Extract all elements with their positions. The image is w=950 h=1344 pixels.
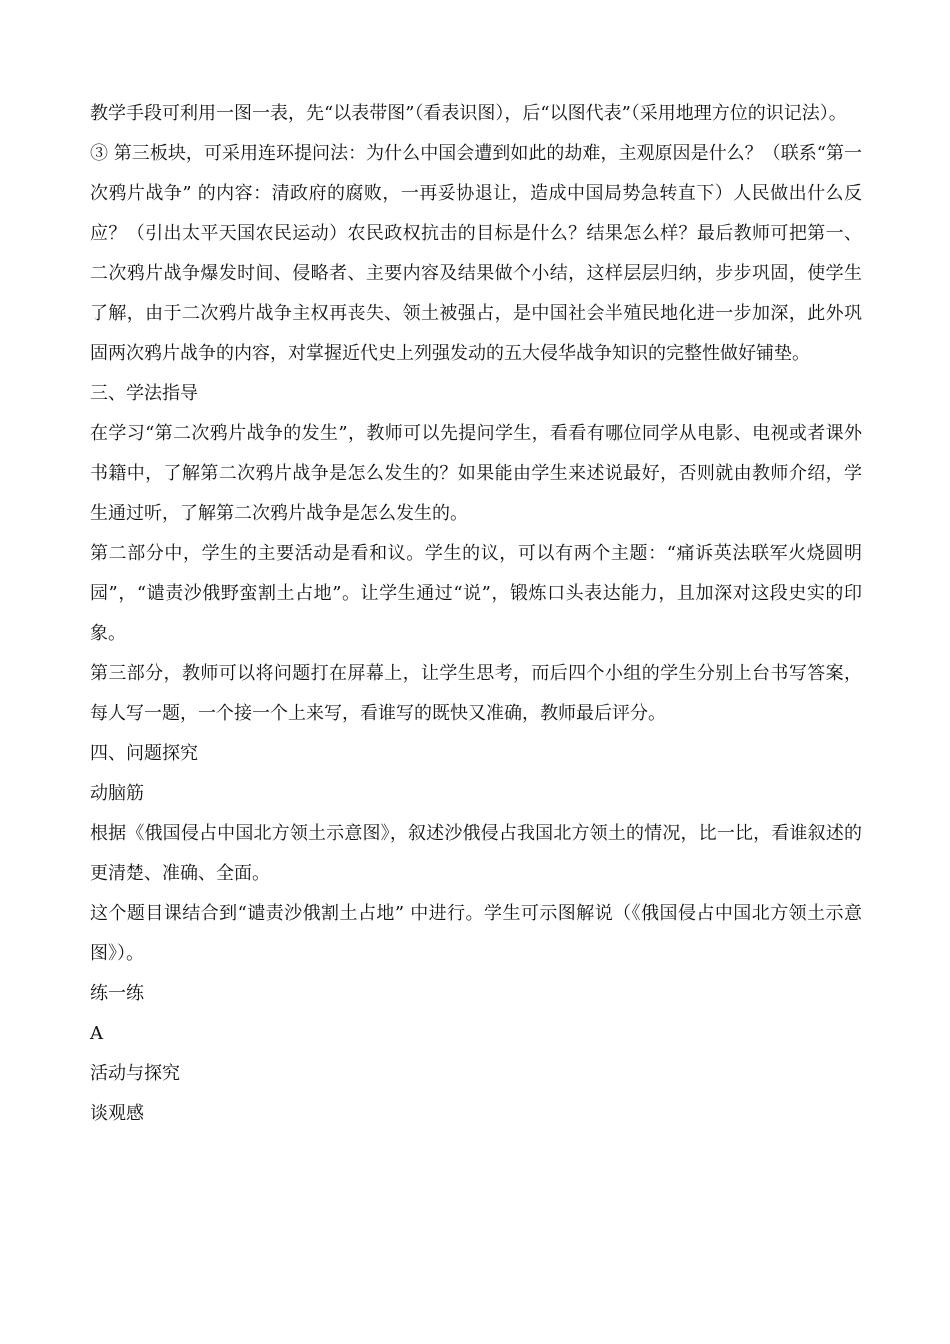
answer-a: A bbox=[90, 1023, 103, 1044]
paragraph-study-third-part: 第三部分，教师可以将问题打在屏幕上，让学生思考，而后四个小组的学生分别上台书写答案，每人写一题，一个接一个上来写，看谁写的既快又准确，教师最后评分。 bbox=[90, 663, 862, 724]
heading-brainstorm: 动脑筋 bbox=[90, 783, 144, 804]
paragraph-teaching-method: 教学手段可利用一图一表，先“以表带图”（看表识图），后“以图代表”（采用地理方位的识记法）。 bbox=[90, 103, 847, 124]
paragraph-map-narration: 根据《俄国侵占中国北方领土示意图》，叙述沙俄侵占我国北方领土的情况，比一比，看谁叙述的更清楚、准确、全面。 bbox=[90, 823, 862, 884]
heading-problem-exploration: 四、问题探究 bbox=[90, 743, 198, 764]
paragraph-third-section: ③ 第三板块，可采用连环提问法：为什么中国会遭到如此的劫难，主观原因是什么？（联系“第一次鸦片战争” 的内容：清政府的腐败，一再妥协退让，造成中国局势急转直下）人民做出什么反应？（引出太平天国农民运动）农民政权抗击的目标是什么？结果怎么样？最后教师可把第一、二次鸦片战争爆发时间、侵略者、主要内容及结果做个小结，这样层层归纳，步步巩固，使学生了解，由于二次鸦片战争主权再丧失、领土被强占，是中国社会半殖民地化进一步加深，此外巩固两次鸦片战争的内容，对掌握近代史上列强发动的五大侵华战争知识的完整性做好铺垫。 bbox=[90, 143, 862, 364]
heading-study-guidance: 三、学法指导 bbox=[90, 383, 198, 404]
paragraph-study-first-part: 在学习“第二次鸦片战争的发生”，教师可以先提问学生，看看有哪位同学从电影、电视或者课外书籍中，了解第二次鸦片战争是怎么发生的？如果能由学生来述说最好，否则就由教师介绍，学生通过听，了解第二次鸦片战争是怎么发生的。 bbox=[90, 423, 862, 524]
paragraph-study-second-part: 第二部分中，学生的主要活动是看和议。学生的议，可以有两个主题：“痛诉英法联军火烧圆明园”，“谴责沙俄野蛮割土占地”。让学生通过“说”，锻炼口头表达能力，且加深对这段史实的印象。 bbox=[90, 543, 862, 644]
paragraph-map-explanation: 这个题目课结合到“谴责沙俄割土占地” 中进行。学生可示图解说（《俄国侵占中国北方领土示意图》）。 bbox=[90, 903, 862, 964]
heading-activity-exploration: 活动与探究 bbox=[90, 1063, 180, 1084]
heading-impressions: 谈观感 bbox=[90, 1103, 144, 1124]
heading-practice: 练一练 bbox=[90, 983, 144, 1004]
document-page bbox=[90, 94, 862, 1134]
